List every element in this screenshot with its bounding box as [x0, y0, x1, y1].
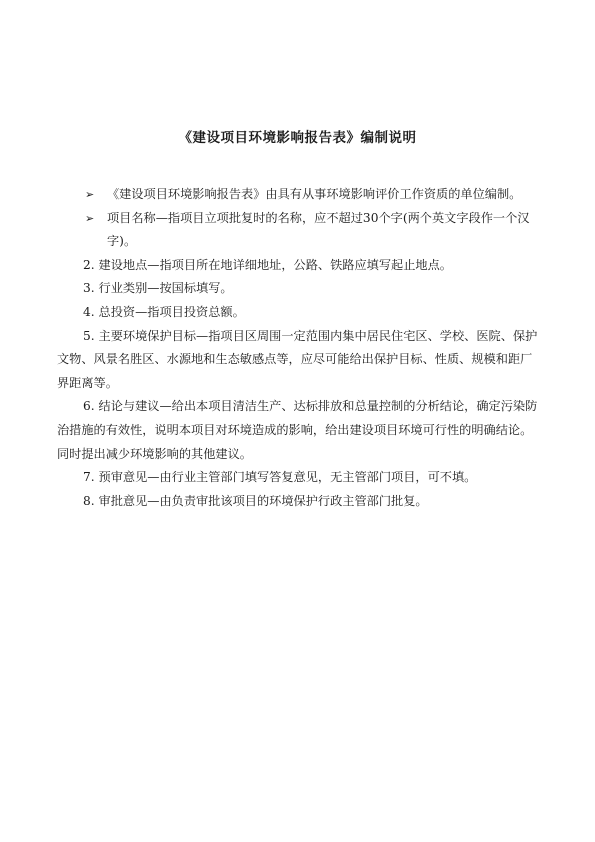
bullet-item [57, 183, 543, 207]
bullet-text: 项目名称—指项目立项批复时的名称，应不超过30个字(两个英文字段作一个汉字)。 [107, 210, 530, 249]
numbered-item: 4. 总投资—指项目投资总额。 [83, 304, 245, 319]
arrow-bullet-icon: ➢ [85, 188, 95, 201]
bullet-item [57, 207, 543, 254]
numbered-item: 5. 主要环境保护目标—指项目区周围一定范围内集中居民住宅区、学校、医院、保护文物、风景名胜区、水源地和生态敏感点等，应尽可能给出保护目标、性质、规模和距厂界距离等。 [57, 328, 538, 390]
numbered-item: 3. 行业类别—按国标填写。 [83, 281, 233, 296]
numbered-item: 6. 结论与建议—给出本项目清洁生产、达标排放和总量控制的分析结论，确定污染防治措施的有效性，说明本项目对环境造成的影响，给出建设项目环境可行性的明确结论。同时提出减少环境影响的其他建议。 [57, 399, 538, 461]
arrow-bullet-icon: ➢ [85, 211, 95, 225]
numbered-item: 8. 审批意见—由负责审批该项目的环境保护行政主管部门批复。 [83, 493, 428, 508]
bullet-text: 《建设项目环境影响报告表》由具有从事环境影响评价工作资质的单位编制。 [107, 187, 522, 201]
numbered-item: 7. 预审意见—由行业主管部门填写答复意见，无主管部门项目，可不填。 [83, 470, 477, 485]
document-title: 《建设项目环境影响报告表》编制说明 [178, 130, 417, 146]
numbered-item: 2. 建设地点—指项目所在地详细地址，公路、铁路应填写起止地点。 [83, 257, 452, 272]
instructions-body [57, 183, 543, 513]
